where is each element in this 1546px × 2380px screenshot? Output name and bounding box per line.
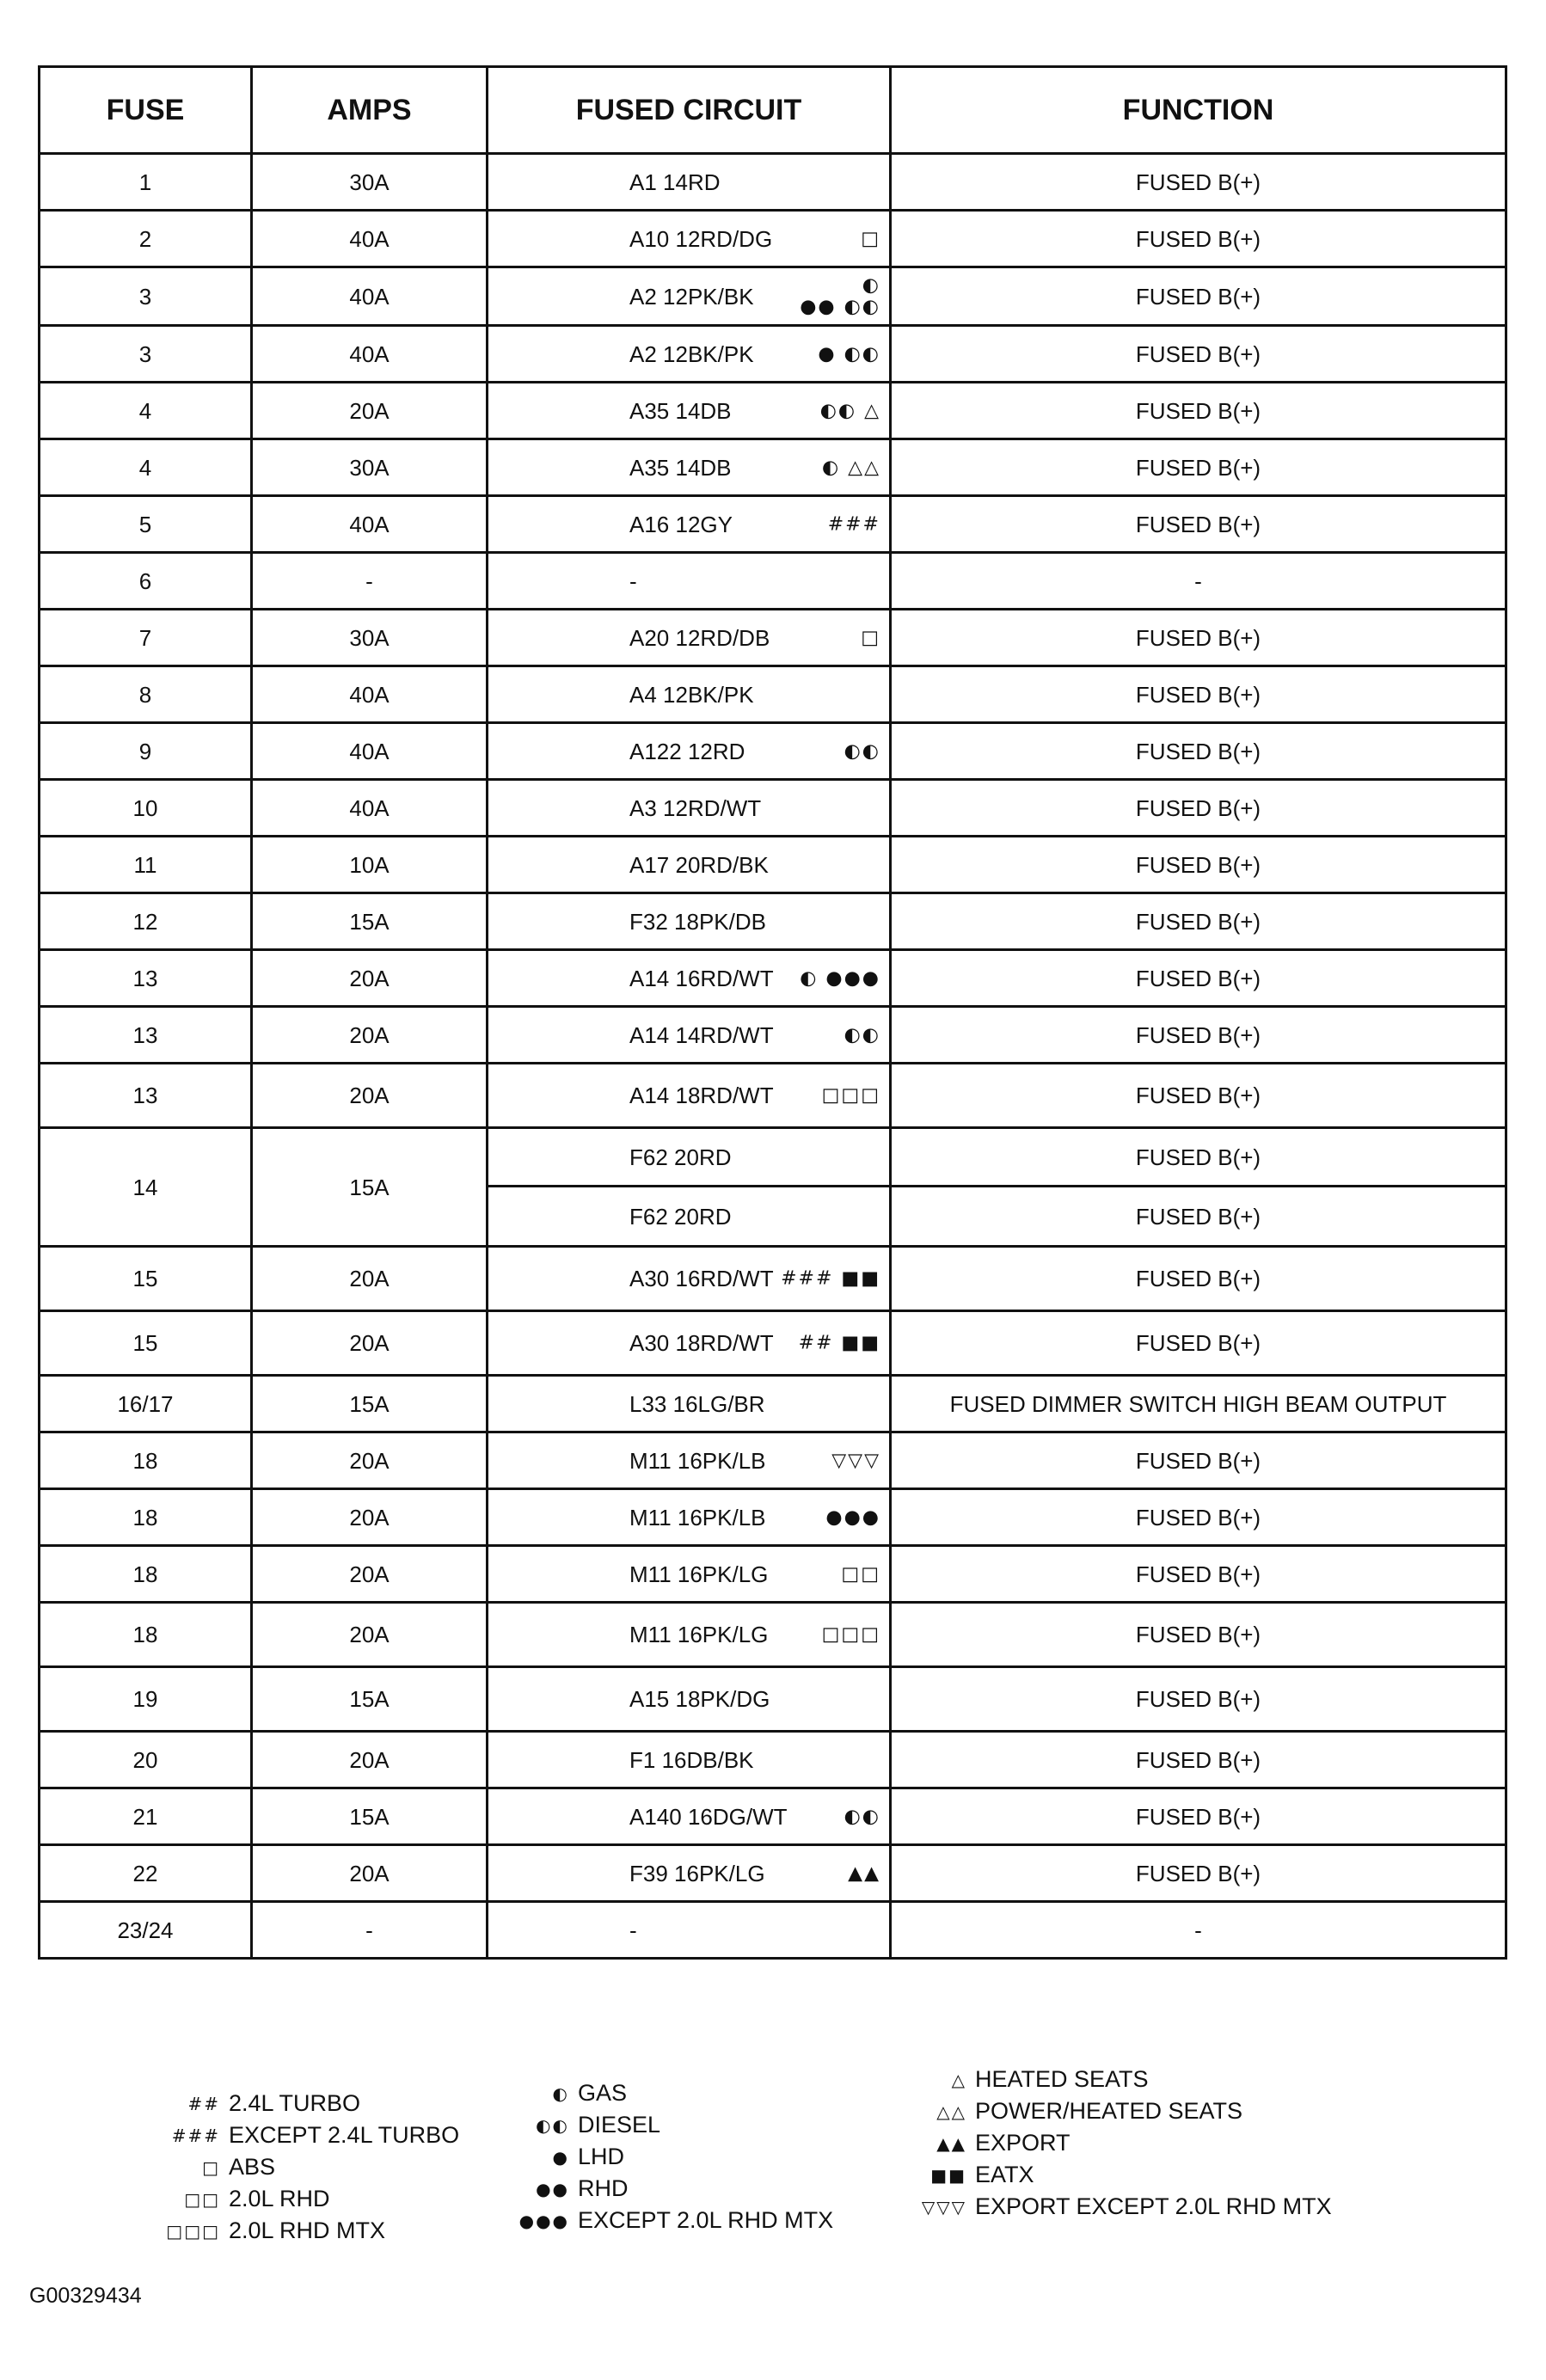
function-cell: -: [891, 553, 1506, 610]
amps-cell: 20A: [252, 1311, 488, 1376]
legend-label: EXCEPT 2.0L RHD MTX: [578, 2207, 834, 2233]
amps-cell: 20A: [252, 1064, 488, 1128]
fused-circuit-cell: [488, 837, 891, 893]
legend-item: [516, 2109, 833, 2141]
fused-circuit-cell: [488, 1007, 891, 1064]
legend-label: 2.0L RHD: [229, 2186, 330, 2211]
legend-item: [516, 2205, 833, 2236]
legend-item: [155, 2183, 459, 2215]
fuse-number-cell: 1: [40, 154, 252, 211]
fused-circuit-cell: [488, 610, 891, 666]
amps-cell: 20A: [252, 383, 488, 439]
fused-circuit-cell: [488, 1667, 891, 1732]
fused-circuit-cell: [488, 267, 891, 326]
table-row: [40, 211, 1506, 267]
circuit-code: M11 16PK/LB: [629, 1447, 766, 1474]
amps-cell: 40A: [252, 211, 488, 267]
table-row: [40, 1546, 1506, 1603]
table-header-row: [40, 67, 1506, 154]
circuit-code: A16 12GY: [629, 511, 733, 537]
table-row: [40, 1603, 1506, 1667]
circuit-code: A14 18RD/WT: [629, 1083, 774, 1108]
circuit-condition-symbol: □□: [841, 1562, 880, 1585]
function-cell: FUSED B(+): [891, 154, 1506, 211]
circuit-code: -: [629, 567, 637, 594]
header-amps: AMPS: [252, 67, 488, 154]
fuse-table-body: [40, 154, 1506, 1959]
legend-symbol: ◐: [552, 2082, 569, 2104]
legend-label: EXPORT EXCEPT 2.0L RHD MTX: [975, 2193, 1332, 2219]
circuit-code: A30 18RD/WT: [629, 1330, 774, 1356]
function-cell: FUSED B(+): [891, 211, 1506, 267]
table-row: [40, 837, 1506, 893]
function-cell: FUSED B(+): [891, 326, 1506, 383]
legend-label: EXPORT: [975, 2130, 1071, 2156]
legend-label: DIESEL: [578, 2112, 661, 2138]
circuit-condition-symbol: ◐ △△: [821, 456, 880, 478]
fuse-number-cell: 15: [40, 1311, 252, 1376]
function-cell: FUSED B(+): [891, 1187, 1506, 1247]
function-cell: FUSED B(+): [891, 1432, 1506, 1489]
fuse-number-cell: 10: [40, 780, 252, 837]
legend-symbol: ●●: [536, 2178, 569, 2199]
function-cell: FUSED B(+): [891, 1064, 1506, 1128]
fused-circuit-cell: [488, 723, 891, 780]
legend-symbol: ■■: [930, 2164, 966, 2186]
table-row: [40, 723, 1506, 780]
amps-cell: 40A: [252, 723, 488, 780]
fused-circuit-cell: [488, 1247, 891, 1311]
header-fused-circuit: FUSED CIRCUIT: [488, 67, 891, 154]
circuit-code: A2 12BK/PK: [629, 340, 754, 367]
function-cell: FUSED B(+): [891, 1311, 1506, 1376]
circuit-condition-symbol-line1: ◐: [862, 274, 880, 297]
table-row: [40, 1007, 1506, 1064]
circuit-condition-symbol: ●●●: [825, 1506, 880, 1528]
circuit-condition-symbol: □: [861, 227, 880, 249]
circuit-condition-symbol: [800, 274, 880, 318]
fuse-number-cell: 21: [40, 1788, 252, 1845]
legend-symbol: □: [202, 2156, 220, 2178]
circuit-code: A140 16DG/WT: [629, 1803, 788, 1830]
fuse-number-cell: 7: [40, 610, 252, 666]
fuse-number-cell: 4: [40, 383, 252, 439]
fuse-number-cell: 15: [40, 1247, 252, 1311]
fuse-number-cell: 2: [40, 211, 252, 267]
legend-symbol: ###: [171, 2125, 220, 2146]
fuse-table: [38, 65, 1507, 1960]
amps-cell: 20A: [252, 950, 488, 1007]
amps-cell: 15A: [252, 1667, 488, 1732]
amps-cell: -: [252, 1902, 488, 1959]
amps-cell: 40A: [252, 496, 488, 553]
fused-circuit-cell: [488, 1064, 891, 1128]
function-cell: FUSED B(+): [891, 1489, 1506, 1546]
circuit-code: A3 12RD/WT: [629, 794, 762, 821]
amps-cell: 10A: [252, 837, 488, 893]
function-cell: FUSED DIMMER SWITCH HIGH BEAM OUTPUT: [891, 1376, 1506, 1432]
table-row: [40, 610, 1506, 666]
fuse-number-cell: 18: [40, 1603, 252, 1667]
circuit-condition-symbol: ◐◐ △: [819, 399, 880, 421]
function-cell: FUSED B(+): [891, 666, 1506, 723]
circuit-code: A10 12RD/DG: [629, 225, 773, 252]
table-row: [40, 893, 1506, 950]
circuit-code: A4 12BK/PK: [629, 681, 754, 708]
function-cell: FUSED B(+): [891, 1732, 1506, 1788]
amps-cell: 15A: [252, 1376, 488, 1432]
function-cell: FUSED B(+): [891, 950, 1506, 1007]
legend-item: [911, 2064, 1332, 2095]
fused-circuit-cell: [488, 496, 891, 553]
fuse-number-cell: 22: [40, 1845, 252, 1902]
fused-circuit-cell: [488, 950, 891, 1007]
legend-symbol: △: [951, 2069, 966, 2090]
amps-cell: 15A: [252, 893, 488, 950]
amps-cell: 40A: [252, 326, 488, 383]
amps-cell: 20A: [252, 1247, 488, 1311]
function-cell: FUSED B(+): [891, 1247, 1506, 1311]
fuse-number-cell: 19: [40, 1667, 252, 1732]
fuse-number-cell: 6: [40, 553, 252, 610]
legend-item: [516, 2141, 833, 2173]
function-cell: FUSED B(+): [891, 837, 1506, 893]
function-cell: FUSED B(+): [891, 1788, 1506, 1845]
function-cell: FUSED B(+): [891, 610, 1506, 666]
legend-label: ABS: [229, 2154, 276, 2180]
amps-cell: 30A: [252, 439, 488, 496]
function-cell: FUSED B(+): [891, 383, 1506, 439]
legend-item: [911, 2095, 1332, 2127]
circuit-condition-symbol: □□□: [821, 1623, 880, 1646]
legend-symbol: ●●●: [518, 2210, 569, 2231]
legend-label: 2.4L TURBO: [229, 2090, 361, 2116]
circuit-code: A15 18PK/DG: [629, 1686, 770, 1712]
function-cell: FUSED B(+): [891, 723, 1506, 780]
fuse-number-cell: 11: [40, 837, 252, 893]
circuit-condition-symbol: ▽▽▽: [831, 1449, 880, 1471]
table-row: [40, 666, 1506, 723]
legend-label: RHD: [578, 2175, 629, 2201]
legend-label: 2.0L RHD MTX: [229, 2217, 386, 2243]
fuse-number-cell: 20: [40, 1732, 252, 1788]
fuse-number-cell: 16/17: [40, 1376, 252, 1432]
legend-label: POWER/HEATED SEATS: [975, 2098, 1243, 2124]
function-cell: FUSED B(+): [891, 1128, 1506, 1187]
fused-circuit-cell: [488, 1187, 891, 1247]
circuit-code: A17 20RD/BK: [629, 851, 769, 878]
fuse-number-cell: 23/24: [40, 1902, 252, 1959]
legend-label: HEATED SEATS: [975, 2066, 1149, 2092]
amps-cell: -: [252, 553, 488, 610]
function-cell: FUSED B(+): [891, 893, 1506, 950]
circuit-condition-symbol: ### ■■: [781, 1267, 880, 1290]
fused-circuit-cell: [488, 666, 891, 723]
circuit-code: A20 12RD/DB: [629, 624, 770, 651]
function-cell: FUSED B(+): [891, 496, 1506, 553]
fuse-number-cell: 18: [40, 1432, 252, 1489]
fused-circuit-cell: [488, 1546, 891, 1603]
amps-cell: 20A: [252, 1845, 488, 1902]
legend-symbol: □□□: [166, 2220, 220, 2242]
table-row: [40, 1489, 1506, 1546]
table-row: [40, 1732, 1506, 1788]
function-cell: FUSED B(+): [891, 1845, 1506, 1902]
header-function: FUNCTION: [891, 67, 1506, 154]
fused-circuit-cell: [488, 1788, 891, 1845]
fuse-number-cell: 18: [40, 1489, 252, 1546]
amps-cell: 20A: [252, 1732, 488, 1788]
fused-circuit-cell: [488, 383, 891, 439]
fuse-number-cell: 3: [40, 267, 252, 326]
table-row: [40, 1128, 1506, 1187]
fused-circuit-cell: [488, 1902, 891, 1959]
amps-cell: 30A: [252, 610, 488, 666]
circuit-code: A35 14DB: [629, 454, 732, 481]
legend-symbol: □□: [184, 2188, 220, 2210]
circuit-condition-symbol: □: [861, 626, 880, 648]
circuit-condition-symbol-line2: ●● ◐◐: [800, 296, 880, 318]
table-row: [40, 1788, 1506, 1845]
table-row: [40, 553, 1506, 610]
table-row: [40, 383, 1506, 439]
fuse-number-cell: 9: [40, 723, 252, 780]
amps-cell: 40A: [252, 267, 488, 326]
legend-label: LHD: [578, 2144, 625, 2169]
amps-cell: 15A: [252, 1128, 488, 1247]
legend-column-3: [911, 2064, 1332, 2223]
legend-column-1: [155, 2088, 459, 2247]
function-cell: FUSED B(+): [891, 439, 1506, 496]
table-row: [40, 154, 1506, 211]
fused-circuit-cell: [488, 1128, 891, 1187]
legend-symbol: ●: [552, 2146, 569, 2168]
fused-circuit-cell: [488, 1603, 891, 1667]
fused-circuit-cell: [488, 439, 891, 496]
function-cell: FUSED B(+): [891, 267, 1506, 326]
fused-circuit-cell: [488, 1432, 891, 1489]
circuit-code: A2 12PK/BK: [629, 283, 754, 310]
fused-circuit-cell: [488, 1376, 891, 1432]
table-row: [40, 267, 1506, 326]
legend-label: EATX: [975, 2162, 1034, 2187]
function-cell: FUSED B(+): [891, 1546, 1506, 1603]
legend-symbol: ▽▽▽: [921, 2196, 966, 2217]
fused-circuit-cell: [488, 326, 891, 383]
function-cell: FUSED B(+): [891, 780, 1506, 837]
circuit-condition-symbol: ◐◐: [844, 1805, 880, 1827]
fuse-number-cell: 14: [40, 1128, 252, 1247]
fuse-number-cell: 13: [40, 1064, 252, 1128]
table-row: [40, 1432, 1506, 1489]
amps-cell: 20A: [252, 1546, 488, 1603]
circuit-code: M11 16PK/LG: [629, 1561, 769, 1587]
fuse-number-cell: 13: [40, 950, 252, 1007]
amps-cell: 30A: [252, 154, 488, 211]
legend-column-2: [516, 2077, 833, 2236]
legend-item: [911, 2191, 1332, 2223]
table-row: [40, 1247, 1506, 1311]
table-row: [40, 1667, 1506, 1732]
fuse-number-cell: 8: [40, 666, 252, 723]
legend-item: [155, 2151, 459, 2183]
table-row: [40, 1845, 1506, 1902]
circuit-code: F1 16DB/BK: [629, 1746, 754, 1773]
table-row: [40, 439, 1506, 496]
function-cell: -: [891, 1902, 1506, 1959]
fuse-number-cell: 3: [40, 326, 252, 383]
legend-item: [155, 2215, 459, 2247]
circuit-condition-symbol: ## ■■: [798, 1332, 880, 1354]
symbol-legend: [0, 2064, 1546, 2261]
table-row: [40, 780, 1506, 837]
table-row: [40, 496, 1506, 553]
circuit-code: A1 14RD: [629, 169, 721, 195]
circuit-condition-symbol: ◐◐: [844, 739, 880, 762]
circuit-condition-symbol: ###: [827, 512, 880, 535]
fused-circuit-cell: [488, 211, 891, 267]
circuit-code: M11 16PK/LB: [629, 1504, 766, 1530]
legend-item: [516, 2173, 833, 2205]
legend-label: EXCEPT 2.4L TURBO: [229, 2122, 460, 2148]
fuse-number-cell: 13: [40, 1007, 252, 1064]
circuit-condition-symbol: ● ◐◐: [818, 342, 880, 365]
fused-circuit-cell: [488, 780, 891, 837]
function-cell: FUSED B(+): [891, 1603, 1506, 1667]
circuit-code: M11 16PK/LG: [629, 1622, 769, 1647]
function-cell: FUSED B(+): [891, 1007, 1506, 1064]
circuit-condition-symbol: □□□: [821, 1084, 880, 1107]
amps-cell: 20A: [252, 1489, 488, 1546]
figure-code: G00329434: [29, 2284, 142, 2308]
amps-cell: 15A: [252, 1788, 488, 1845]
table-row: [40, 326, 1506, 383]
legend-item: [516, 2077, 833, 2109]
table-row: [40, 1311, 1506, 1376]
circuit-code: A35 14DB: [629, 397, 732, 424]
legend-item: [155, 2119, 459, 2151]
fused-circuit-cell: [488, 1732, 891, 1788]
legend-symbol: ◐◐: [536, 2114, 569, 2136]
fused-circuit-cell: [488, 1311, 891, 1376]
table-row: [40, 950, 1506, 1007]
fuse-number-cell: 5: [40, 496, 252, 553]
fuse-number-cell: 4: [40, 439, 252, 496]
circuit-condition-symbol: ▲▲: [848, 1862, 880, 1884]
circuit-condition-symbol: ◐ ●●●: [800, 966, 880, 989]
fuse-number-cell: 12: [40, 893, 252, 950]
legend-symbol: ▲▲: [936, 2132, 966, 2154]
function-cell: FUSED B(+): [891, 1667, 1506, 1732]
circuit-code: L33 16LG/BR: [629, 1390, 765, 1417]
fused-circuit-cell: [488, 1845, 891, 1902]
circuit-code: A14 16RD/WT: [629, 965, 774, 991]
legend-symbol: △△: [936, 2101, 966, 2122]
amps-cell: 40A: [252, 780, 488, 837]
circuit-code: F39 16PK/LG: [629, 1860, 765, 1886]
header-fuse: FUSE: [40, 67, 252, 154]
amps-cell: 20A: [252, 1603, 488, 1667]
legend-item: [155, 2088, 459, 2119]
circuit-code: -: [629, 1917, 637, 1943]
legend-label: GAS: [578, 2080, 628, 2106]
circuit-condition-symbol: ◐◐: [844, 1023, 880, 1046]
legend-symbol: ##: [187, 2093, 220, 2114]
circuit-code: A14 14RD/WT: [629, 1021, 774, 1048]
circuit-code: F32 18PK/DB: [629, 908, 766, 935]
circuit-code: A30 16RD/WT: [629, 1266, 774, 1291]
legend-item: [911, 2127, 1332, 2159]
fuse-number-cell: 18: [40, 1546, 252, 1603]
fused-circuit-cell: [488, 893, 891, 950]
amps-cell: 20A: [252, 1007, 488, 1064]
fused-circuit-cell: [488, 1489, 891, 1546]
legend-item: [911, 2159, 1332, 2191]
table-row: [40, 1902, 1506, 1959]
amps-cell: 20A: [252, 1432, 488, 1489]
fused-circuit-cell: [488, 154, 891, 211]
circuit-code: A122 12RD: [629, 738, 745, 764]
fused-circuit-cell: [488, 553, 891, 610]
table-row: [40, 1376, 1506, 1432]
circuit-code: F62 20RD: [629, 1144, 732, 1170]
table-row: [40, 1064, 1506, 1128]
amps-cell: 40A: [252, 666, 488, 723]
circuit-code: F62 20RD: [629, 1203, 732, 1230]
